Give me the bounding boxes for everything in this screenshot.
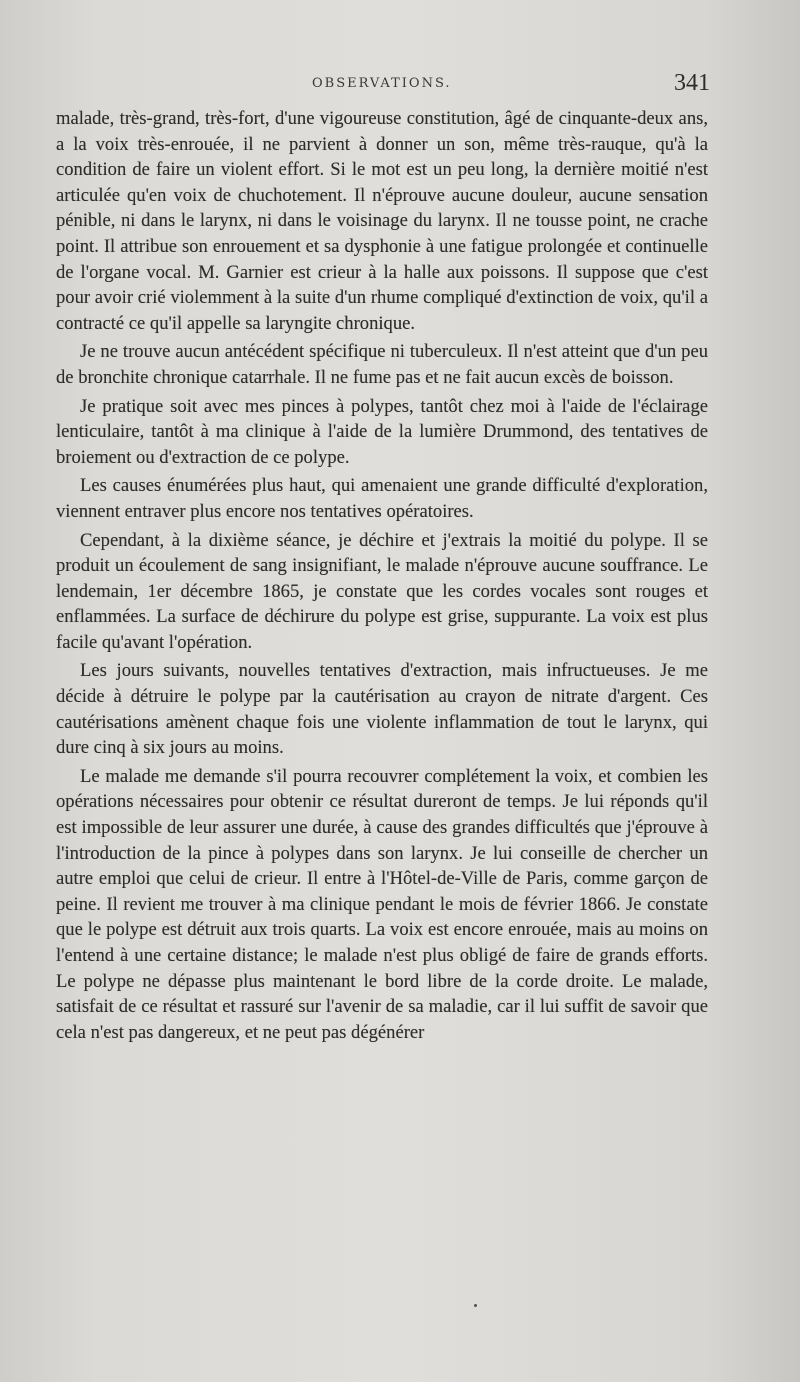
paragraph: Les jours suivants, nouvelles tentatives d'extraction, mais infructueuses. Je me décide à détruire le polype par la cautérisation au crayon de nitrate d'argent. Ces cautérisations amènent chaque fois une violente inflammation de tout le larynx, qui dure cinq à six jours au moins. <box>56 660 708 759</box>
paragraph: malade, très-grand, très-fort, d'une vigoureuse constitution, âgé de cinquante-deux ans, a la voix très-enrouée, il ne parvient à donner un son, même très-rauque, qu'à la condition de faire un violent effort. Si le mot est un peu long, la dernière moitié n'est articulée qu'en voix de chuchotement. Il n'éprouve aucune douleur, aucune sensation pénible, ni dans le larynx, ni dans le voisinage du larynx. Il ne tousse point, ne crache point. Il attribue son enrouement et sa dysphonie à une fatigue prolongée et continuelle de l'organe vocal. M. Garnier est crieur à la halle aux poissons. Il suppose que c'est pour avoir crié violemment à la suite d'un rhume compliqué d'extinction de voix, qu'il a contracté ce qu'il appelle sa laryngite chronique. <box>56 108 708 334</box>
page-number: 341 <box>674 70 710 96</box>
ink-speck <box>474 1304 477 1307</box>
paragraph: Je ne trouve aucun antécédent spécifique ni tuberculeux. Il n'est atteint que d'un peu de bronchite chronique catarrhale. Il ne fume pas et ne fait aucun excès de boisson. <box>56 341 708 388</box>
paragraph: Le malade me demande s'il pourra recouvrer complétement la voix, et combien les opérations nécessaires pour obtenir ce résultat dureront de temps. Je lui réponds qu'il est impossible de leur assurer une durée, à cause des grandes difficultés que j'éprouve à l'introduction de la pince à polypes dans son larynx. Je lui conseille de chercher un autre emploi que celui de crieur. Il entre à l'Hôtel-de-Ville de Paris, comme garçon de peine. Il revient me trouver à ma clinique pendant le mois de février 1866. Je constate que le polype est détruit aux trois quarts. La voix est encore enrouée, mais au moins on l'entend à une certaine distance; le malade n'est plus obligé de faire de grands efforts. Le polype ne dépasse plus maintenant le bord libre de la corde droite. Le malade, satisfait de ce résultat et rassuré sur l'avenir de sa maladie, car il lui suffit de savoir que cela n'est pas dangereux, et ne peut pas dégénérer <box>56 765 708 1043</box>
paragraph: Les causes énumérées plus haut, qui amenaient une grande difficulté d'exploration, viennent entraver plus encore nos tentatives opératoires. <box>56 475 708 522</box>
paragraph: Je pratique soit avec mes pinces à polypes, tantôt chez moi à l'aide de l'éclairage lenticulaire, tantôt à ma clinique à l'aide de la lumière Drummond, des tentatives de broiement ou d'extraction de ce polype. <box>56 395 708 468</box>
paragraph: Cependant, à la dixième séance, je déchire et j'extrais la moitié du polype. Il se produit un écoulement de sang insignifiant, le malade n'éprouve aucune souffrance. Le lendemain, 1er décembre 1865, je constate que les cordes vocales sont rouges et enflammées. La surface de déchirure du polype est grise, suppurante. La voix est plus facile qu'avant l'opération. <box>56 529 708 653</box>
running-title: OBSERVATIONS. <box>312 76 452 91</box>
body-text <box>56 106 708 1048</box>
running-head <box>60 72 710 102</box>
